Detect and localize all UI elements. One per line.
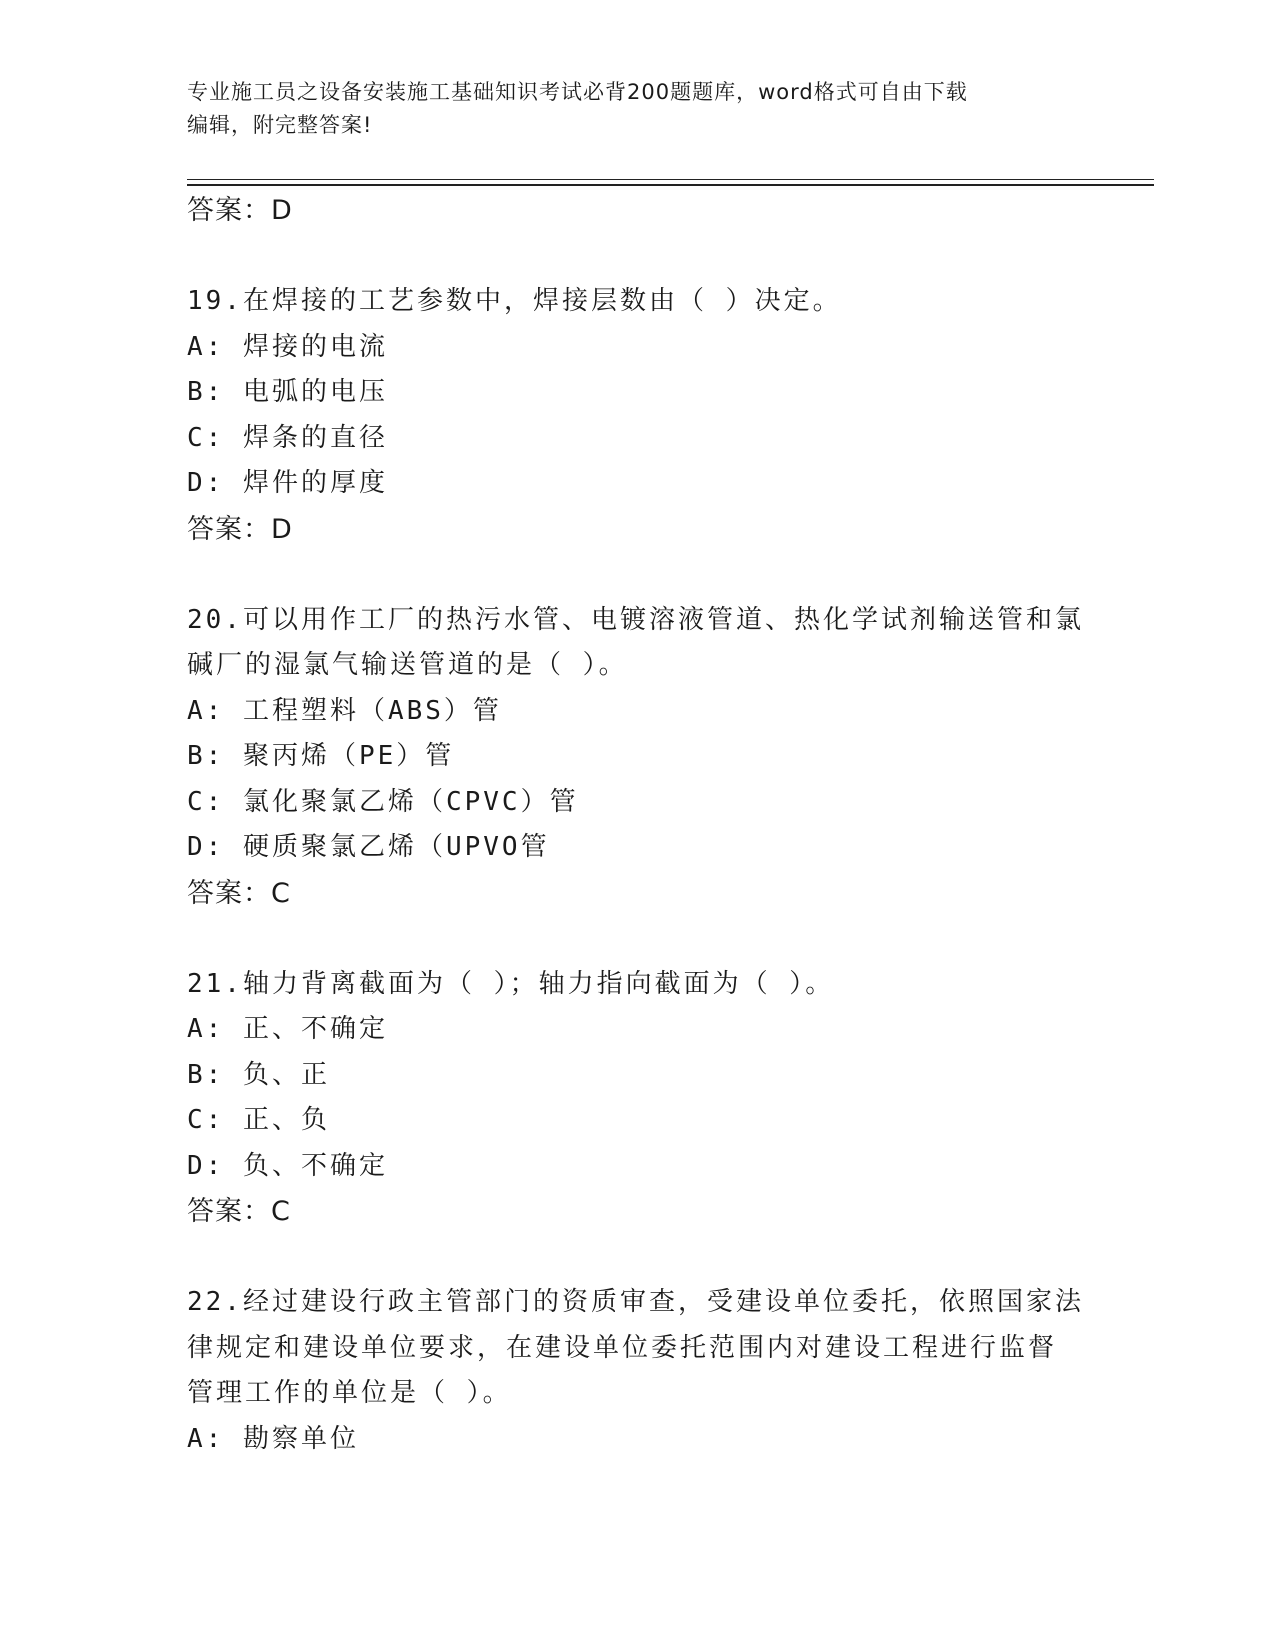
document-body bbox=[187, 188, 1087, 1462]
header-divider-bottom bbox=[187, 184, 1154, 186]
option-item: A: 勘察单位 bbox=[187, 1423, 359, 1454]
question-text: 律规定和建设单位要求，在建设单位委托范围内对建设工程进行监督 bbox=[187, 1332, 1058, 1363]
question-text: 20.可以用作工厂的热污水管、电镀溶液管道、热化学试剂输送管和氯 bbox=[187, 604, 1084, 635]
question-spacer bbox=[187, 1235, 1087, 1281]
question-text: 22.经过建设行政主管部门的资质审查，受建设单位委托，依照国家法 bbox=[187, 1287, 1084, 1317]
option-item: B: 电弧的电压 bbox=[187, 377, 388, 407]
question-text: 碱厂的湿氯气输送管道的是（ ）。 bbox=[187, 650, 628, 680]
question-text: 21.轴力背离截面为（ ）；轴力指向截面为（ ）。 bbox=[187, 968, 835, 999]
question-block bbox=[187, 1280, 1087, 1462]
option-item: A: 工程塑料（ABS）管 bbox=[187, 695, 502, 726]
question-text: 19.在焊接的工艺参数中，焊接层数由（ ）决定。 bbox=[187, 286, 842, 316]
header-divider-top bbox=[187, 179, 1154, 180]
header-line-1: 专业施工员之设备安装施工基础知识考试必背200题题库，word格式可自由下载 bbox=[187, 80, 968, 104]
option-item: D: 负、不确定 bbox=[187, 1150, 388, 1181]
document-header bbox=[187, 76, 1067, 142]
answer-line: 答案：C bbox=[187, 1196, 291, 1227]
answer-line: 答案：D bbox=[187, 513, 293, 545]
header-line-2: 编辑，附完整答案! bbox=[187, 113, 373, 137]
question-spacer bbox=[187, 916, 1087, 962]
question-block bbox=[187, 598, 1087, 917]
option-item: C: 氯化聚氯乙烯（CPVC）管 bbox=[187, 786, 579, 817]
option-item: A: 正、不确定 bbox=[187, 1014, 388, 1044]
question-block bbox=[187, 962, 1087, 1235]
question-block bbox=[187, 279, 1087, 552]
option-item: A: 焊接的电流 bbox=[187, 331, 388, 362]
option-item: D: 焊件的厚度 bbox=[187, 468, 388, 498]
option-item: C: 焊条的直径 bbox=[187, 422, 388, 453]
option-item: D: 硬质聚氯乙烯（UPVO管 bbox=[187, 832, 550, 862]
option-item: B: 负、正 bbox=[187, 1059, 330, 1090]
question-text: 管理工作的单位是（ ）。 bbox=[187, 1378, 512, 1408]
answer-line: 答案：C bbox=[187, 877, 291, 909]
question-list bbox=[187, 234, 1087, 1463]
question-spacer bbox=[187, 552, 1087, 598]
option-item: C: 正、负 bbox=[187, 1105, 330, 1135]
question-spacer bbox=[187, 234, 1087, 280]
previous-answer: 答案：D bbox=[187, 195, 293, 226]
option-item: B: 聚丙烯（PE）管 bbox=[187, 741, 455, 771]
